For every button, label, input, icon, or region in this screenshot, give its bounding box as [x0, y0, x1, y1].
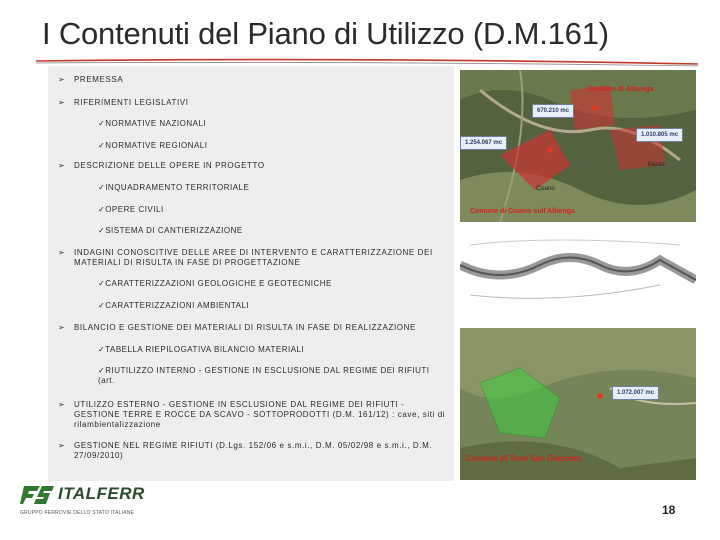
volume-callout: 670.210 mc — [532, 104, 574, 118]
list-item-descrizione: ➢ DESCRIZIONE DELLE OPERE IN PROGETTO — [58, 161, 265, 170]
arrow-bullet-icon: ➢ — [58, 98, 66, 107]
italferr-logo — [20, 484, 170, 520]
check-icon: ✓ — [98, 141, 106, 150]
check-icon: ✓ — [98, 226, 106, 235]
check-icon: ✓ — [98, 279, 106, 288]
map-label-tovo: Comune di Tovo San Giacomo — [466, 454, 582, 463]
map-label-bastia: Bastia — [648, 162, 665, 168]
logo-name: ITALFERR — [58, 484, 145, 503]
aerial-map-tovo — [460, 328, 696, 480]
map-label-cisano: Comune di Cisano sull'Albenga — [470, 208, 575, 215]
sub-item: ✓OPERE CIVILI — [98, 205, 164, 214]
volume-callout: 1.254.067 mc — [460, 136, 507, 150]
list-item-riferimenti: ➢ RIFERIMENTI LEGISLATIVI — [58, 98, 189, 107]
sub-item: ✓CARATTERIZZAZIONI AMBIENTALI — [98, 301, 250, 310]
check-icon: ✓ — [98, 366, 106, 375]
check-icon: ✓ — [98, 301, 106, 310]
slide-title: I Contenuti del Piano di Utilizzo (D.M.161) — [42, 16, 609, 51]
track-schematic — [460, 225, 696, 325]
map-label-albenga: Comune di Albenga — [588, 86, 654, 93]
arrow-bullet-icon: ➢ — [58, 75, 66, 84]
sub-item: ✓RIUTILIZZO INTERNO - GESTIONE IN ESCLUSIONE DAL REGIME DEI RIFIUTI (art. — [98, 366, 430, 385]
arrow-bullet-icon: ➢ — [58, 323, 66, 332]
sub-item: ✓SISTEMA DI CANTIERIZZAZIONE — [98, 226, 243, 235]
list-item-bilancio: ➢ BILANCIO E GESTIONE DEI MATERIALI DI RISULTA IN FASE DI REALIZZAZIONE — [58, 323, 416, 332]
volume-callout: 1.072.007 mc — [612, 386, 659, 400]
fs-logo-icon — [20, 484, 56, 506]
list-item-utilizzo: ➢ UTILIZZO ESTERNO - GESTIONE IN ESCLUSIONE DAL REGIME DEI RIFIUTI - GESTIONE TERRE E ROCCE DA SCAVO - SOTTOPRODOTTI (D.M. 161/12) : cave, siti di rilambientalizzazione — [58, 400, 446, 429]
logo-subtitle: GRUPPO FERROVIE DELLO STATO ITALIANE — [20, 510, 135, 516]
check-icon: ✓ — [98, 119, 106, 128]
sub-item: ✓CARATTERIZZAZIONI GEOLOGICHE E GEOTECNICHE — [98, 279, 332, 288]
sub-item: ✓NORMATIVE REGIONALI — [98, 141, 208, 150]
arrow-bullet-icon: ➢ — [58, 161, 66, 170]
sub-item: ✓NORMATIVE NAZIONALI — [98, 119, 207, 128]
sub-item: ✓INQUADRAMENTO TERRITORIALE — [98, 183, 250, 192]
map-label-cisano-small: Cisano — [536, 186, 555, 192]
volume-callout: 1.010.805 mc — [636, 128, 683, 142]
check-icon: ✓ — [98, 205, 106, 214]
list-item-premessa: ➢ PREMESSA — [58, 75, 124, 84]
arrow-bullet-icon: ➢ — [58, 400, 66, 409]
list-item-gestione: ➢ GESTIONE NEL REGIME RIFIUTI (D.Lgs. 152/06 e s.m.i., D.M. 05/02/98 e s.m.i., D.M. 27/09/2010) — [58, 441, 433, 460]
arrow-bullet-icon: ➢ — [58, 441, 66, 450]
sub-item: ✓TABELLA RIEPILOGATIVA BILANCIO MATERIALI — [98, 345, 305, 354]
list-item-indagini: ➢ INDAGINI CONOSCITIVE DELLE AREE DI INTERVENTO E CARATTERIZZAZIONE DEI MATERIALI DI RISULTA IN FASE DI PROGETTAZIONE — [58, 248, 433, 267]
check-icon: ✓ — [98, 345, 106, 354]
arrow-bullet-icon: ➢ — [58, 248, 66, 257]
railway-profile-drawing — [460, 225, 696, 325]
aerial-map-albenga — [460, 70, 696, 222]
page-number: 18 — [662, 503, 676, 517]
check-icon: ✓ — [98, 183, 106, 192]
